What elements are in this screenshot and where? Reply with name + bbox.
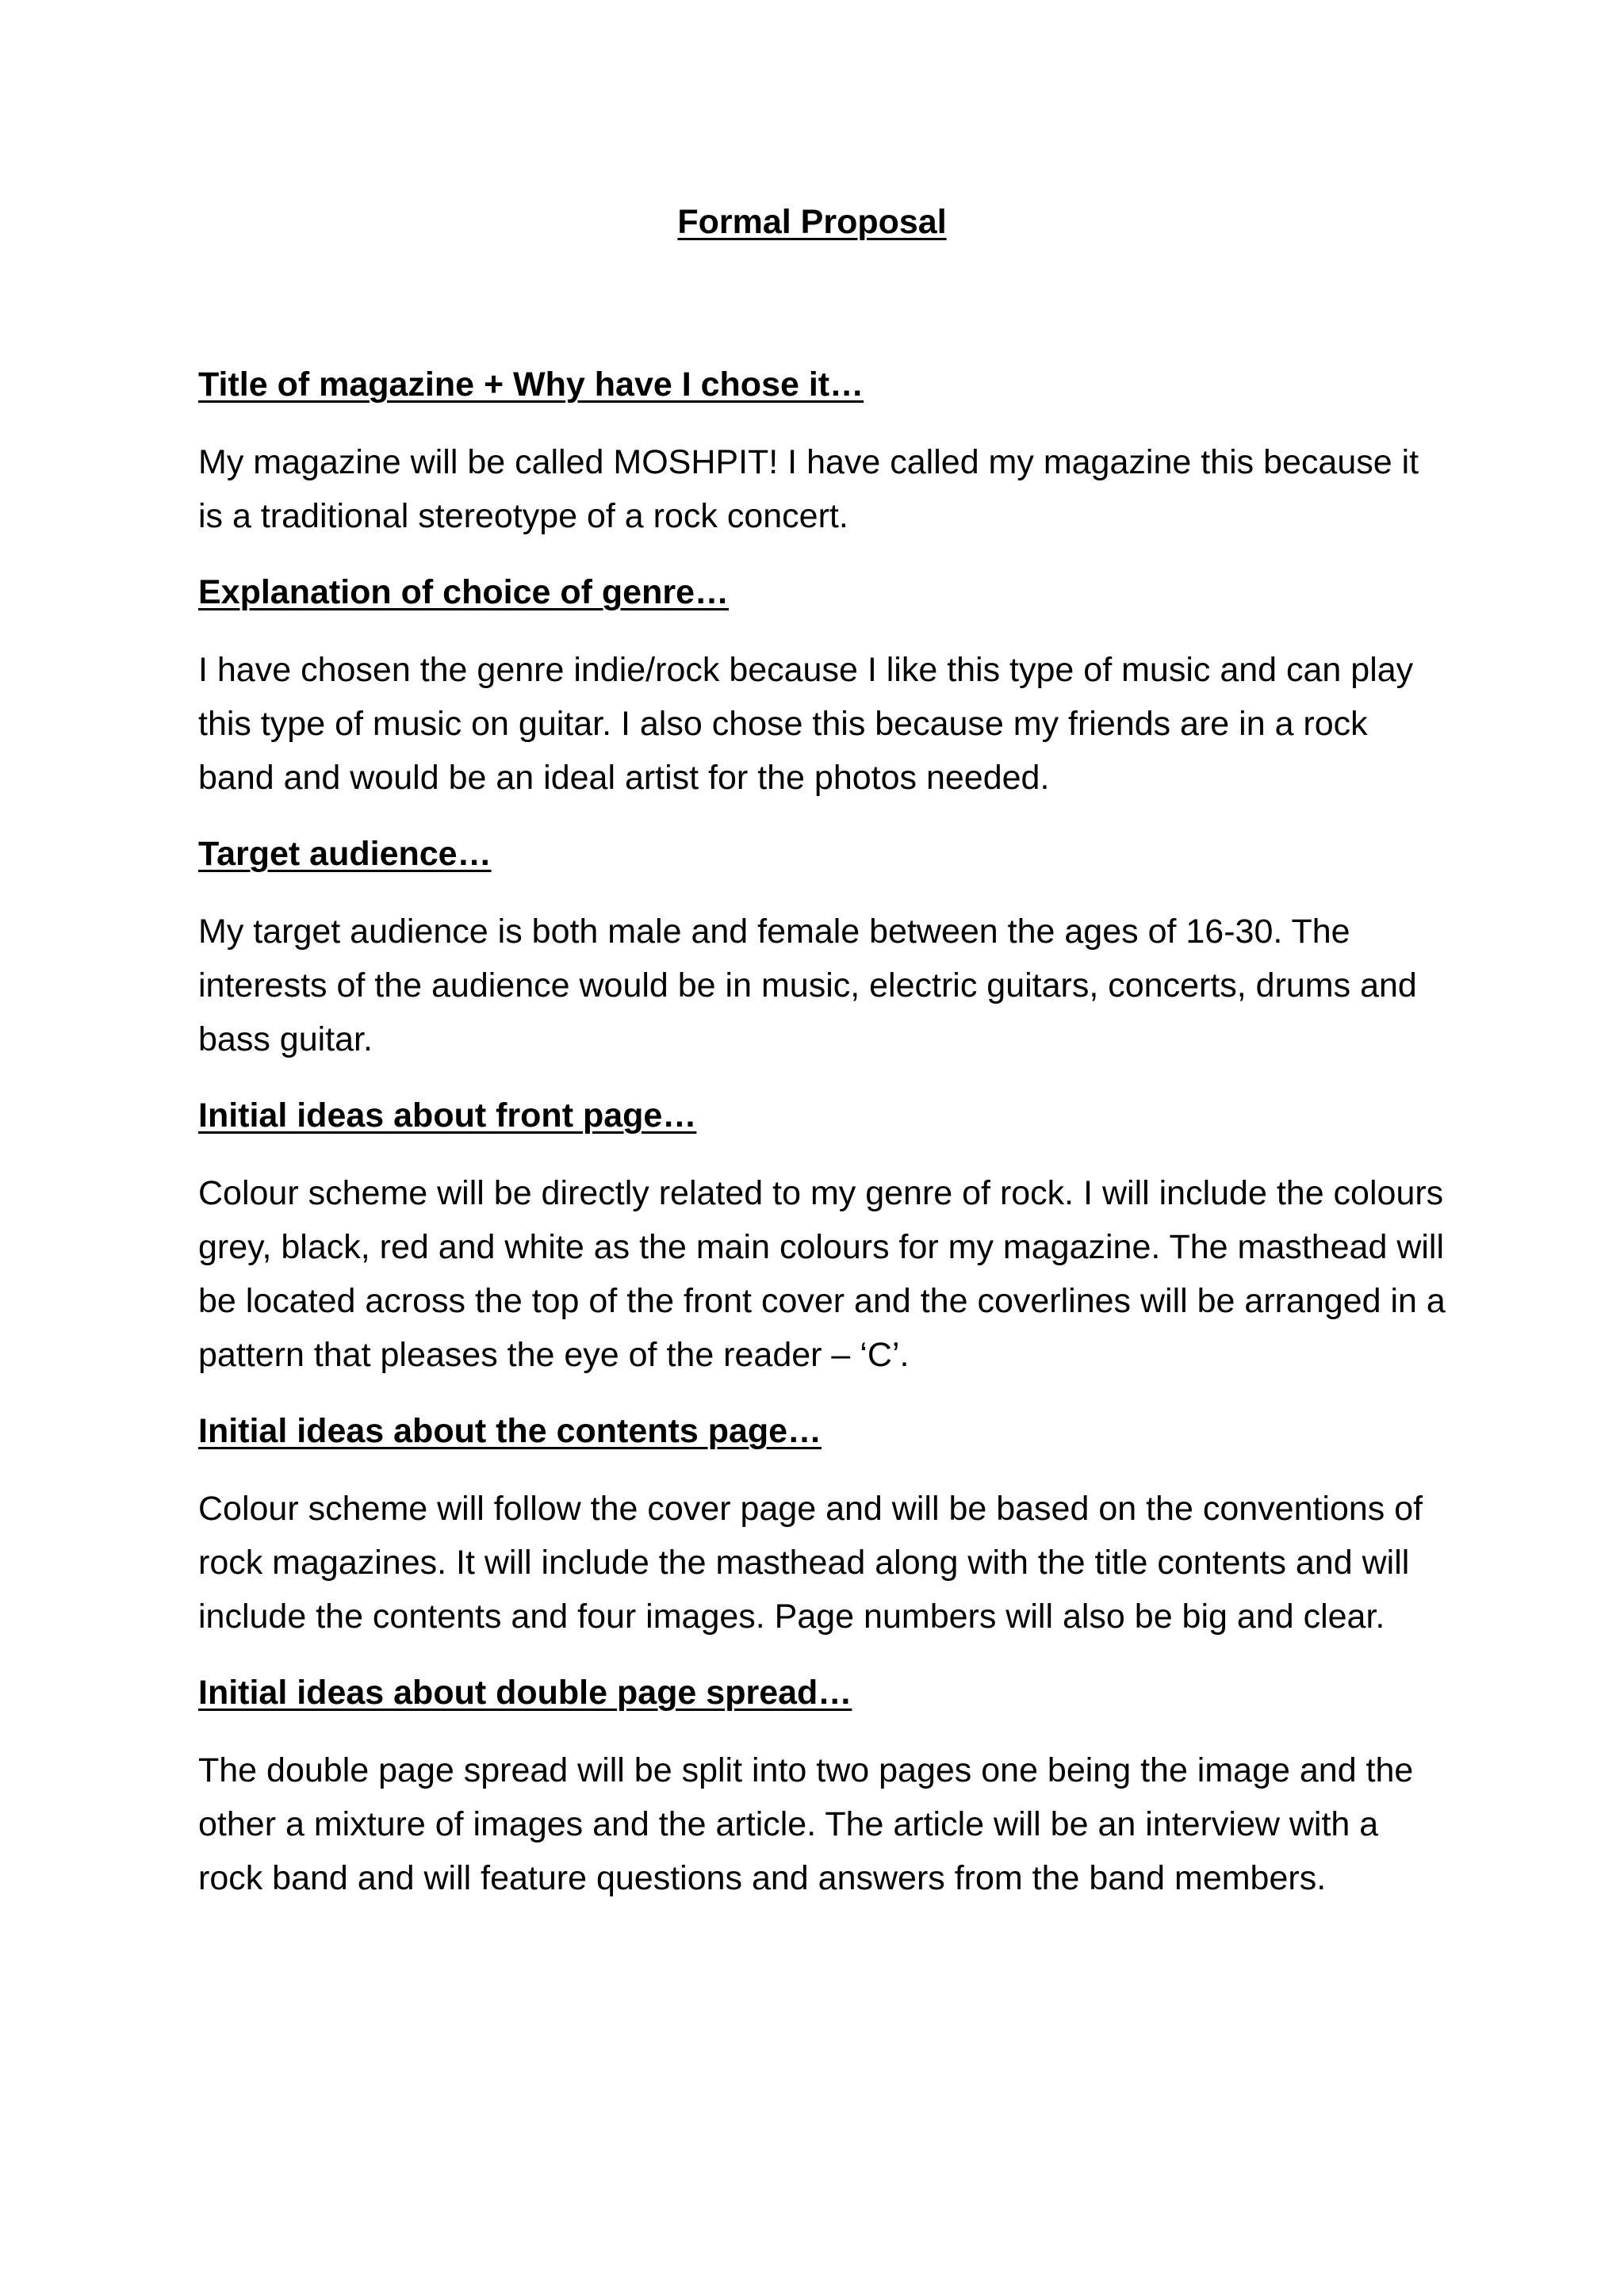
section-heading: Explanation of choice of genre… bbox=[198, 573, 729, 611]
section-heading: Title of magazine + Why have I chose it… bbox=[198, 365, 864, 404]
section-body: Colour scheme will follow the cover page and will be based on the conventions of rock magazines. It will include the masthead along with the title contents and will include the contents and four images. Page numbers will also be big and clear. bbox=[198, 1490, 1423, 1636]
section-heading: Initial ideas about the contents page… bbox=[198, 1412, 822, 1450]
section-body: My target audience is both male and female between the ages of 16-30. The interests of the audience would be in music, electric guitars, concerts, drums and bass guitar. bbox=[198, 913, 1417, 1058]
section-title-of-magazine bbox=[198, 361, 1451, 543]
section-contents-page-ideas bbox=[198, 1407, 1451, 1644]
section-target-audience bbox=[198, 830, 1451, 1066]
page-title: Formal Proposal bbox=[677, 203, 947, 241]
section-heading: Initial ideas about double page spread… bbox=[198, 1674, 852, 1712]
section-choice-of-genre bbox=[198, 568, 1451, 805]
section-double-page-spread-ideas bbox=[198, 1669, 1451, 1905]
section-body: Colour scheme will be directly related to my genre of rock. I will include the colours grey, black, red and white as the main colours for my magazine. The masthead will be located across the top of the front cover and the coverlines will be arranged in a pattern that pleases the eye of the reader – ‘C’. bbox=[198, 1174, 1446, 1374]
document-content bbox=[198, 361, 1451, 1931]
section-body: My magazine will be called MOSHPIT! I have called my magazine this because it is a traditional stereotype of a rock concert. bbox=[198, 443, 1419, 535]
section-front-page-ideas bbox=[198, 1092, 1451, 1382]
section-body: The double page spread will be split into two pages one being the image and the other a mixture of images and the article. The article will be an interview with a rock band and will feature questions and answers from the band members. bbox=[198, 1751, 1414, 1897]
section-body: I have chosen the genre indie/rock because I like this type of music and can play this type of music on guitar. I also chose this because my friends are in a rock band and would be an ideal artist for the photos needed. bbox=[198, 651, 1414, 797]
section-heading: Target audience… bbox=[198, 835, 492, 873]
section-heading: Initial ideas about front page… bbox=[198, 1096, 697, 1135]
